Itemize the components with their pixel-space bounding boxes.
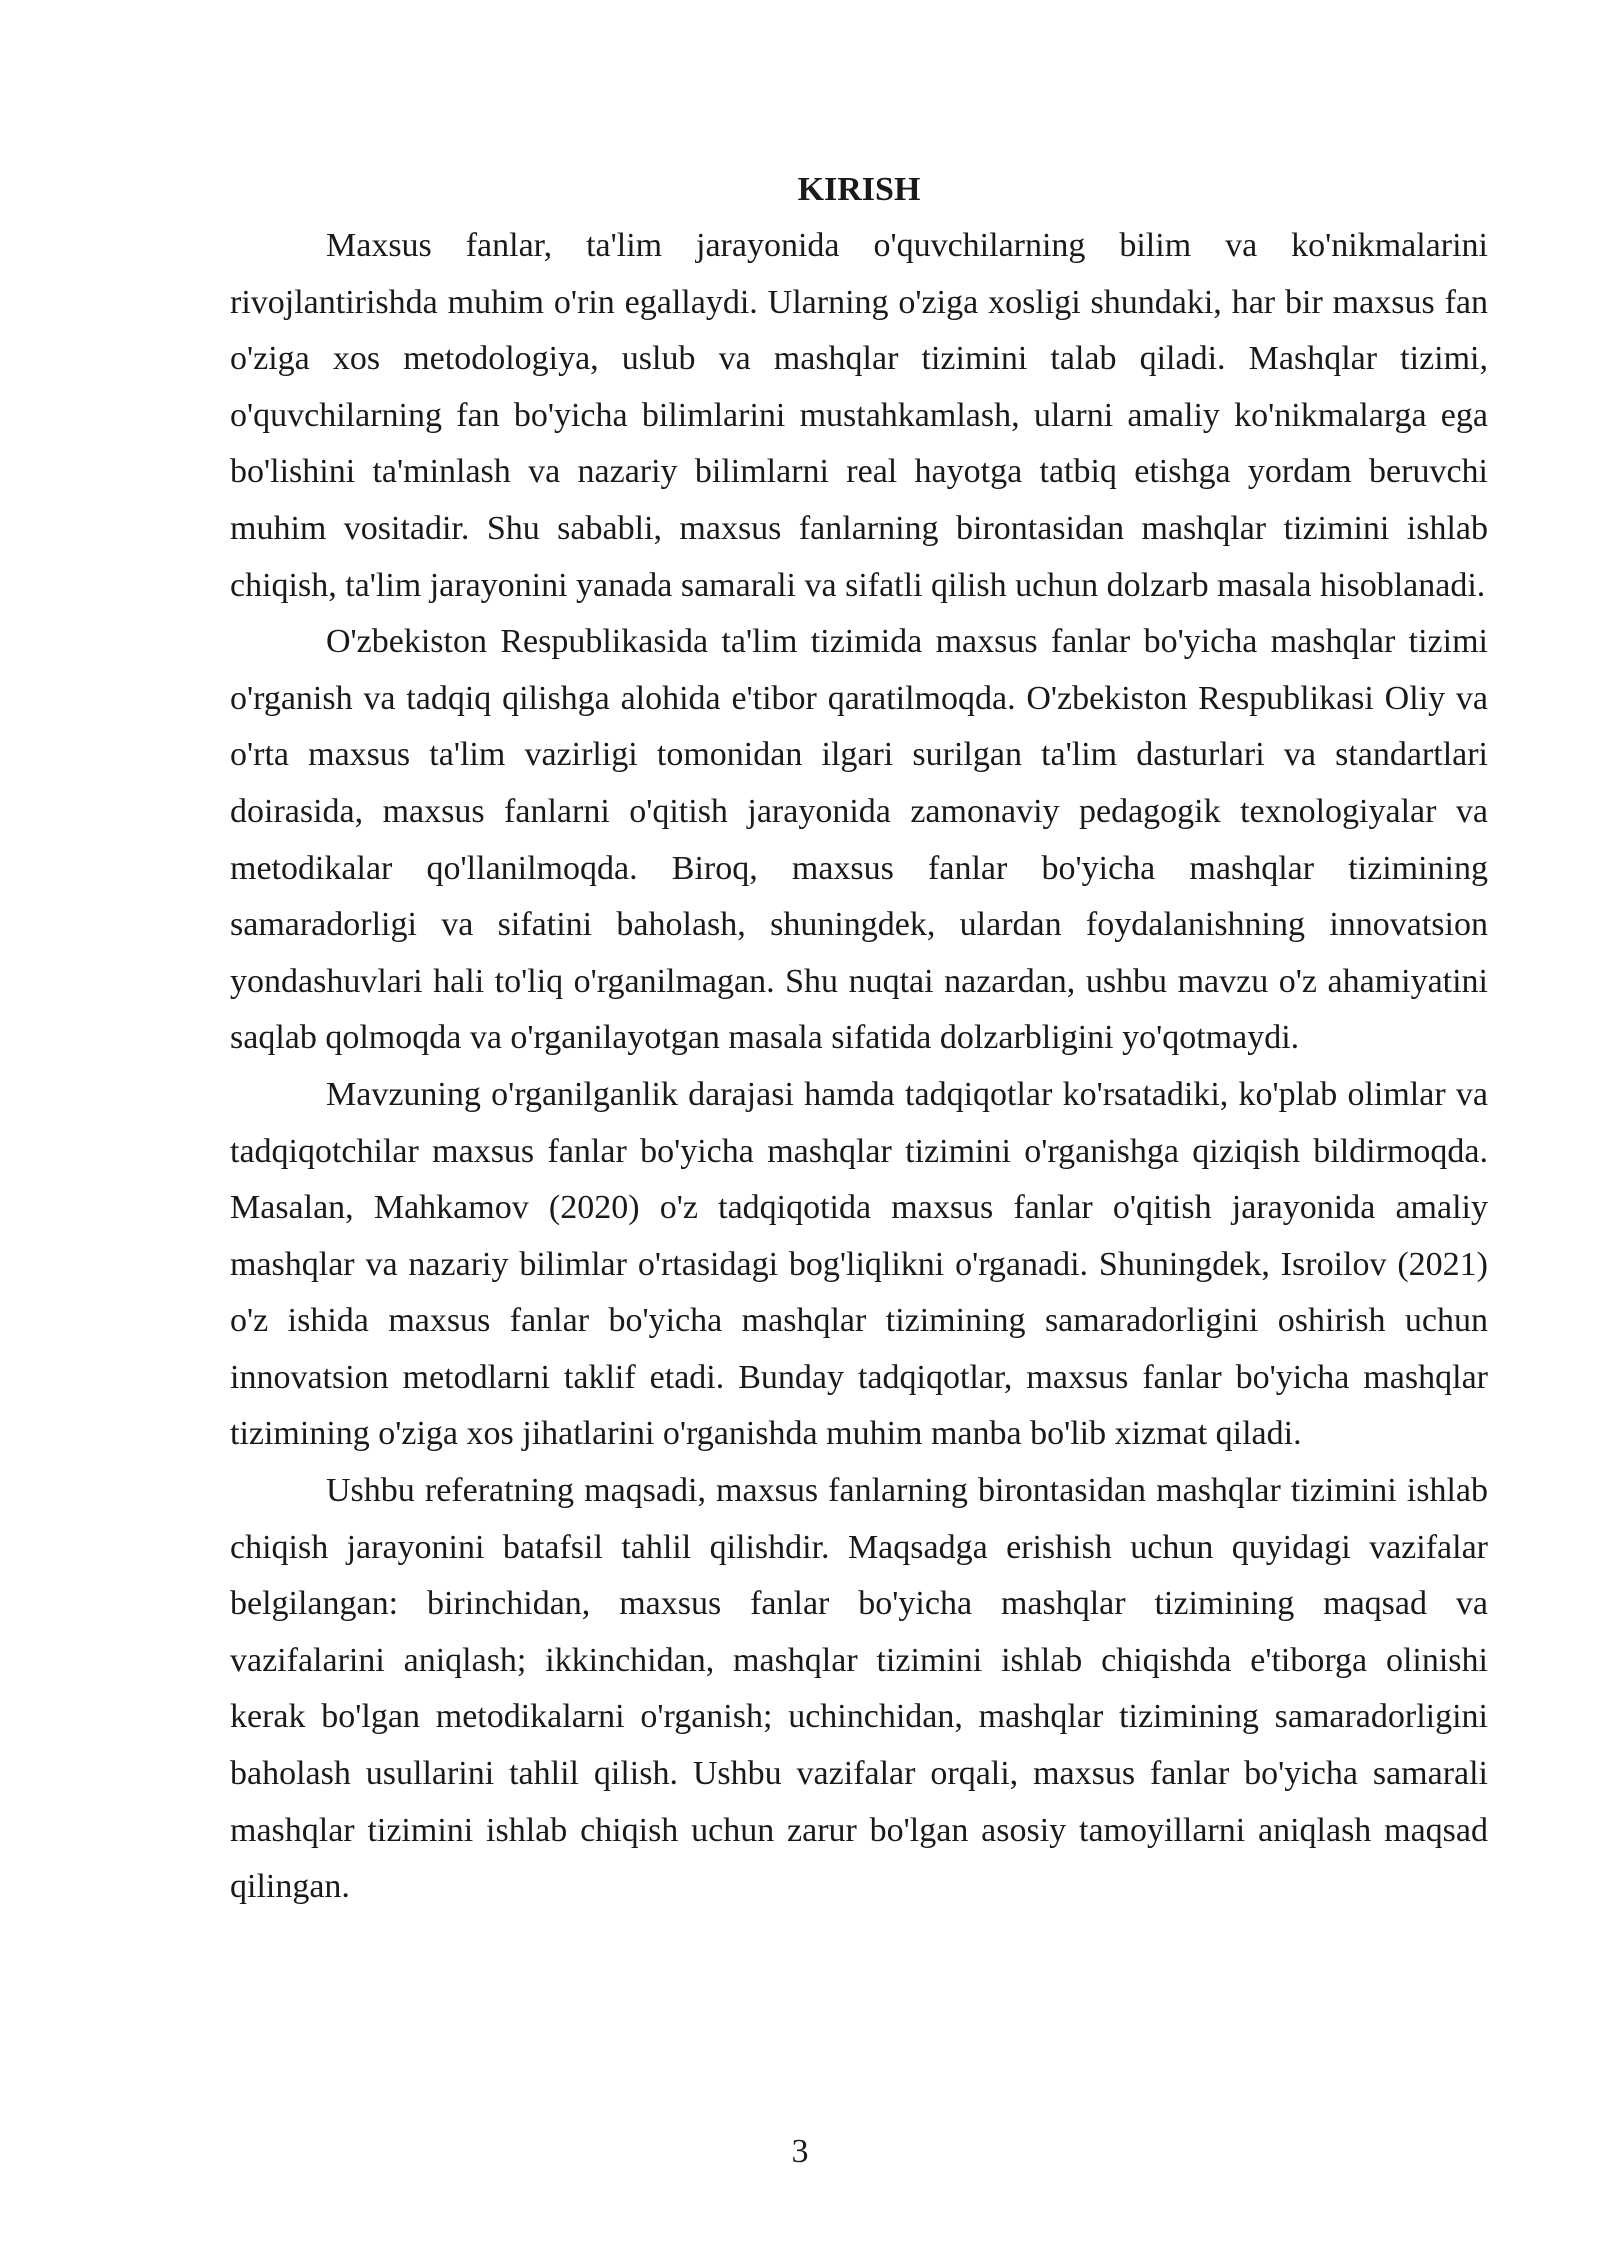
paragraph-uzbekistan-context: O'zbekiston Respublikasida ta'lim tizimida maxsus fanlar bo'yicha mashqlar tizimi o'rganish va tadqiq qilishga alohida e'tibor qaratilmoqda. O'zbekiston Respublikasi Oliy va o'rta maxsus ta'lim vazirligi tomonidan ilgari surilgan ta'lim dasturlari va standartlari doirasida, maxsus fanlarni o'qitish jarayonida zamonaviy pedagogik texnologiyalar va metodikalar qo'llanilmoqda. Biroq, maxsus fanlar bo'yicha mashqlar tizimining samaradorligi va sifatini baholash, shuningdek, ulardan foydalanishning innovatsion yondashuvlari hali to'liq o'rganilmagan. Shu nuqtai nazardan, ushbu mavzu o'z ahamiyatini saqlab qolmoqda va o'rganilayotgan masala sifatida dolzarbligini yo'qotmaydi. [230, 623, 1488, 1057]
paragraph-aims-and-tasks: Ushbu referatning maqsadi, maxsus fanlarning birontasidan mashqlar tizimini ishlab chiqish jarayonini batafsil tahlil qilishdir. Maqsadga erishish uchun quyidagi vazifalar belgilangan: birinchidan, maxsus fanlar bo'yicha mashqlar tizimining maqsad va vazifalarini aniqlash; ikkinchidan, mashqlar tizimini ishlab chiqishda e'tiborga olinishi kerak bo'lgan metodikalarni o'rganish; uchinchidan, mashqlar tizimining samaradorligini baholash usullarini tahlil qilish. Ushbu vazifalar orqali, maxsus fanlar bo'yicha samarali mashqlar tizimini ishlab chiqish uchun zarur bo'lgan asosiy tamoyillarni aniqlash maqsad qilingan. [230, 1472, 1488, 1906]
page-number: 3 [791, 2133, 809, 2170]
paragraph-literature-review: Mavzuning o'rganilganlik darajasi hamda tadqiqotlar ko'rsatadiki, ko'plab olimlar va tadqiqotchilar maxsus fanlar bo'yicha mashqlar tizimini o'rganishga qiziqish bildirmoqda. Masalan, Mahkamov (2020) o'z tadqiqotida maxsus fanlar o'qitish jarayonida amaliy mashqlar va nazariy bilimlar o'rtasidagi bog'liqlikni o'rganadi. Shuningdek, Isroilov (2021) o'z ishida maxsus fanlar bo'yicha mashqlar tizimining samaradorligini oshirish uchun innovatsion metodlarni taklif etadi. Bunday tadqiqotlar, maxsus fanlar bo'yicha mashqlar tizimining o'ziga xos jihatlarini o'rganishda muhim manba bo'lib xizmat qiladi. [230, 1075, 1488, 1453]
section-heading: KIRISH [797, 171, 921, 208]
page-content [230, 162, 1488, 1916]
paragraph-introduction: Maxsus fanlar, ta'lim jarayonida o'quvchilarning bilim va ko'nikmalarini rivojlantirishda muhim o'rin egallaydi. Ularning o'ziga xosligi shundaki, har bir maxsus fan o'ziga xos metodologiya, uslub va mashqlar tizimini talab qiladi. Mashqlar tizimi, o'quvchilarning fan bo'yicha bilimlarini mustahkamlash, ularni amaliy ko'nikmalarga ega bo'lishini ta'minlash va nazariy bilimlarni real hayotga tatbiq etishga yordam beruvchi muhim vositadir. Shu sababli, maxsus fanlarning birontasidan mashqlar tizimini ishlab chiqish, ta'lim jarayonini yanada samarali va sifatli qilish uchun dolzarb masala hisoblanadi. [230, 227, 1488, 604]
